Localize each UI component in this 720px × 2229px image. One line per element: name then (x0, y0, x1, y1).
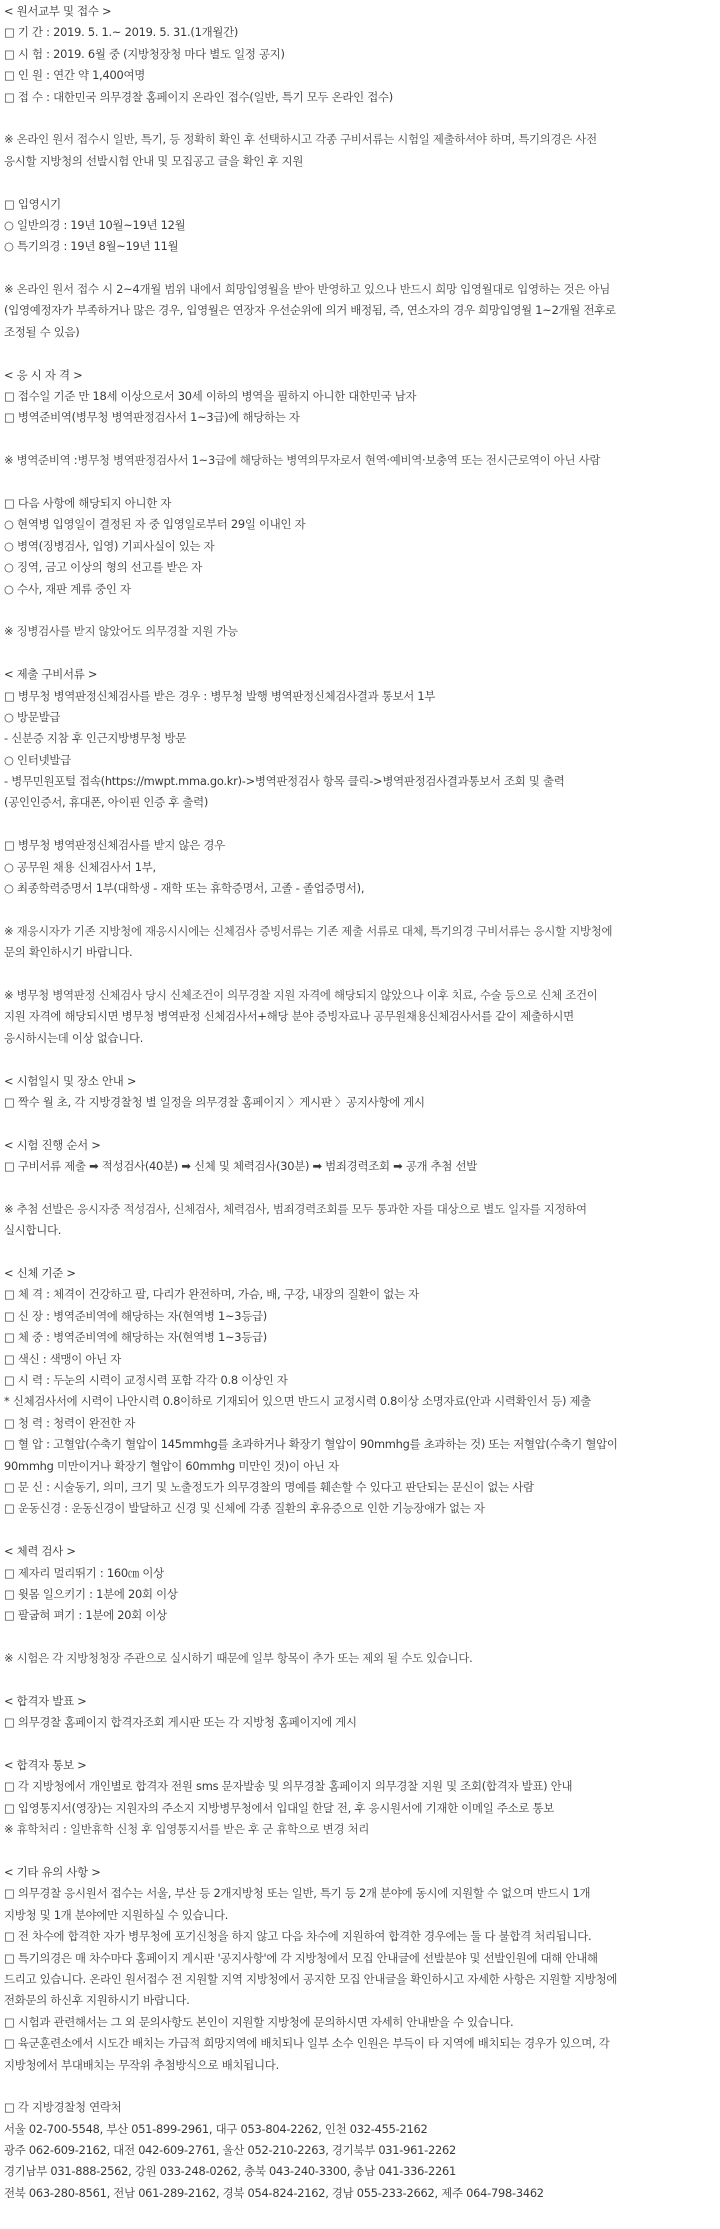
text-line: □ 혈 압 : 고혈압(수축기 혈압이 145mmhg를 초과하거나 확장기 혈압이 90mmhg를 초과하는 것) 또는 저혈압(수축기 혈압이 (4, 1437, 618, 1452)
text-line: □ 병무청 병역판정신체검사를 받지 않은 경우 (4, 838, 225, 853)
text-line: □ 입영통지서(영장)는 지원자의 주소지 지방병무청에서 입대일 한달 전, 후 응시원서에 기재한 이메일 주소로 통보 (4, 1800, 554, 1815)
text-line: 경기남부 031-888-2562, 강원 033-248-0262, 충북 043-240-3300, 충남 041-336-2261 (4, 2164, 457, 2179)
blank-line (4, 643, 716, 664)
text-line: □ 병역준비역(병무청 병역판정검사서 1~3급)에 해당하는 자 (4, 410, 300, 425)
text-line: 응시할 지방청의 선발시험 안내 및 모집공고 글을 확인 후 지원 (4, 153, 304, 168)
text-line: □ 입영시기 (4, 196, 61, 211)
blank-line (4, 1113, 716, 1134)
blank-line (4, 1049, 716, 1070)
text-line: □ 체 격 : 체격이 건강하고 팔, 다리가 완전하며, 가슴, 배, 구강, 내장의 질환이 없는 자 (4, 1287, 419, 1302)
text-line: □ 시 력 : 두눈의 시력이 교정시력 포함 각각 0.8 이상인 자 (4, 1373, 288, 1387)
text-line: (공인인증서, 휴대폰, 아이핀 인증 후 출력) (4, 795, 209, 810)
text-line: ○ 방문발급 (4, 709, 61, 724)
text-line: ※ 병역준비역 :병무청 병역판정검사서 1~3급에 해당하는 병역의무자로서 현역·예비역·보충역 또는 전시근로역이 아닌 사람 (4, 453, 601, 468)
text-line: □ 전 차수에 합격한 자가 병무청에 포기신청을 하지 않고 다음 차수에 지원하여 합격한 경우에는 둘 다 불합격 처리됩니다. (4, 1929, 592, 1944)
text-line: □ 의무경찰 홈페이지 합격자조회 게시판 또는 각 지방청 홈페이지에 게시 (4, 1715, 357, 1730)
text-line: ○ 특기의경 : 19년 8월~19년 11월 (4, 239, 179, 254)
section-heading: < 신체 기준 > (4, 1266, 76, 1281)
text-line: ○ 최종학력증명서 1부(대학생 - 재학 또는 휴학증명서, 고졸 - 졸업증명서), (4, 881, 365, 896)
blank-line (4, 429, 716, 450)
text-line: ※ 온라인 원서 접수 시 2~4개월 범위 내에서 희망입영월을 받아 반영하고 있으나 반드시 희망 입영월대로 입영하는 것은 아님 (4, 282, 611, 297)
text-line: ※ 시험은 각 지방청청장 주관으로 실시하기 때문에 일부 항목이 추가 또는 제외 될 수도 있습니다. (4, 1651, 473, 1666)
text-line: □ 윗몸 일으키기 : 1분에 20회 이상 (4, 1586, 178, 1601)
text-line: □ 접수일 기준 만 18세 이상으로서 30세 이하의 병역을 필하지 아니한 대한민국 남자 (4, 389, 417, 404)
text-line: □ 의무경찰 응시원서 접수는 서울, 부산 등 2개지방청 또는 일반, 특기 등 2개 분야에 동시에 지원할 수 없으며 반드시 1개 (4, 1886, 591, 1901)
text-line: 서울 02-700-5548, 부산 051-899-2961, 대구 053-804-2262, 인천 032-455-2162 (4, 2121, 428, 2136)
text-line: - 신분증 지참 후 인근지방병무청 방문 (4, 731, 187, 746)
text-line: 90mmhg 미만이거나 확장기 혈압이 60mmhg 미만인 것)이 아닌 자 (4, 1458, 339, 1473)
text-line: ※ 휴학처리 : 일반휴학 신청 후 입영통지서를 받은 후 군 휴학으로 변경 처리 (4, 1822, 370, 1837)
text-line: ○ 인터넷발급 (4, 752, 71, 767)
text-line: □ 기 간 : 2019. 5. 1.~ 2019. 5. 31.(1개월간) (4, 25, 239, 40)
text-line: □ 시 험 : 2019. 6월 중 (지방청장청 마다 별도 일정 공지) (4, 46, 285, 61)
text-line: □ 청 력 : 청력이 완전한 자 (4, 1415, 136, 1430)
text-line: □ 각 지방경찰청 연락처 (4, 2100, 122, 2115)
blank-line (4, 964, 716, 985)
text-line: 조정될 수 있음) (4, 324, 80, 339)
text-line: 광주 062-609-2162, 대전 042-609-2761, 울산 052-210-2263, 경기북부 031-961-2262 (4, 2143, 457, 2158)
text-line: * 신체검사서에 시력이 나안시력 0.8이하로 기재되어 있으면 반드시 교정시력 0.8이상 소명자료(안과 시력확인서 등) 제출 (4, 1394, 592, 1409)
section-heading: < 시험 진행 순서 > (4, 1137, 101, 1152)
text-line: 지방청에서 부대배치는 무작위 추첨방식으로 배치됩니다. (4, 2057, 279, 2072)
blank-line (4, 172, 716, 193)
blank-line (4, 343, 716, 364)
text-line: □ 특기의경은 매 차수마다 홈페이지 게시판 '공지사항'에 각 지방청에서 모집 안내글에 선발분야 및 선발인원에 대해 안내해 (4, 1950, 598, 1965)
text-line: □ 신 장 : 병역준비역에 해당하는 자(현역병 1~3등급) (4, 1308, 267, 1323)
blank-line (4, 108, 716, 129)
section-heading: < 합격자 통보 > (4, 1758, 87, 1773)
text-line: ※ 재응시자가 기존 지방청에 재응시시에는 신체검사 증빙서류는 기존 제출 서류로 대체, 특기의경 구비서류는 응시할 지방청에 (4, 923, 613, 938)
text-line: ※ 추첨 선발은 응시자중 적성검사, 신체검사, 체력검사, 범죄경력조회를 모두 통과한 자를 대상으로 별도 일자를 지정하여 (4, 1201, 587, 1216)
text-line: ○ 공무원 채용 신체검사서 1부, (4, 859, 156, 874)
blank-line (4, 1242, 716, 1263)
blank-line (4, 1520, 716, 1541)
text-line: 실시합니다. (4, 1223, 62, 1238)
section-heading: < 합격자 발표 > (4, 1693, 87, 1708)
blank-line (4, 600, 716, 621)
blank-line (4, 1669, 716, 1690)
text-line: □ 짝수 월 초, 각 지방경찰청 별 일정을 의무경찰 홈페이지 〉게시판 〉공지사항에 게시 (4, 1094, 425, 1109)
text-line: 응시하시는데 이상 없습니다. (4, 1030, 144, 1045)
text-line: ○ 현역병 입영일이 결정된 자 중 입영일로부터 29일 이내인 자 (4, 517, 306, 532)
blank-line (4, 1177, 716, 1198)
text-line: □ 구비서류 제출 ➡ 적성검사(40분) ➡ 신체 및 체력검사(30분) ➡ 범죄경력조회 ➡ 공개 추첨 선발 (4, 1159, 477, 1174)
text-line: 드리고 있습니다. 온라인 원서접수 전 지원할 지역 지방청에서 공지한 모집 안내글을 확인하시고 자세한 사항은 지원할 지방청에 (4, 1971, 618, 1986)
text-line: - 병무민원포털 접속(https://mwpt.mma.go.kr)->병역판정검사 항목 클릭->병역판정검사결과통보서 조회 및 출력 (4, 774, 565, 789)
text-line: 전북 063-280-8561, 전남 061-289-2162, 경북 054-824-2162, 경남 055-233-2662, 제주 064-798-3462 (4, 2185, 544, 2200)
text-line: □ 문 신 : 시술동기, 의미, 크기 및 노출정도가 의무경찰의 명예를 훼손할 수 있다고 판단되는 문신이 없는 사람 (4, 1479, 534, 1494)
text-line: □ 다음 사항에 해당되지 아니한 자 (4, 495, 172, 510)
text-line: ※ 병무청 병역판정 신체검사 당시 신체조건이 의무경찰 지원 자격에 해당되지 않았으나 이후 치료, 수술 등으로 신체 조건이 (4, 987, 598, 1002)
text-line: □ 인 원 : 연간 약 1,400여명 (4, 68, 145, 83)
text-line: ○ 일반의경 : 19년 10월~19년 12월 (4, 217, 186, 232)
blank-line (4, 899, 716, 920)
blank-line (4, 814, 716, 835)
text-line: 지원 자격에 해당되시면 병무청 병역판정 신체검사서+해당 분야 증빙자료나 공무원채용신체검사서를 같이 제출하시면 (4, 1009, 574, 1024)
text-line: □ 색신 : 색맹이 아닌 자 (4, 1351, 121, 1366)
blank-line (4, 2076, 716, 2097)
text-line: □ 병무청 병역판정신체검사를 받은 경우 : 병무청 발행 병역판정신체검사결과 통보서 1부 (4, 688, 436, 703)
text-line: (입영예정자가 부족하거나 많은 경우, 입영월은 연장자 우선순위에 의거 배정됨, 즉, 연소자의 경우 희망입영월 1~2개월 전후로 (4, 303, 616, 318)
text-line: □ 체 중 : 병역준비역에 해당하는 자(현역병 1~3등급) (4, 1330, 267, 1345)
text-line: ○ 징역, 금고 이상의 형의 선고를 받은 자 (4, 560, 202, 575)
text-line: ※ 징병검사를 받지 않았어도 의무경찰 지원 가능 (4, 624, 238, 639)
section-heading: < 시험일시 및 장소 안내 > (4, 1073, 137, 1088)
section-heading: < 응 시 자 격 > (4, 367, 83, 382)
section-heading: < 체력 검사 > (4, 1544, 76, 1559)
text-line: 문의 확인하시기 바랍니다. (4, 945, 133, 960)
text-line: □ 접 수 : 대한민국 의무경찰 홈페이지 온라인 접수(일반, 특기 모두 온라인 접수) (4, 89, 393, 104)
text-line: 전화문의 하신후 지원하시기 바랍니다. (4, 1993, 190, 2008)
text-line: □ 제자리 멀리뛰기 : 160㎝ 이상 (4, 1565, 164, 1580)
text-line: □ 육군훈련소에서 시도간 배치는 가급적 희망지역에 배치되나 일부 소수 인원은 부득이 타 지역에 배치되는 경우가 있으며, 각 (4, 2036, 610, 2051)
text-line: ○ 수사, 재판 계류 중인 자 (4, 581, 131, 596)
section-heading: < 제출 구비서류 > (4, 667, 98, 682)
blank-line (4, 258, 716, 279)
text-line: ※ 온라인 원서 접수시 일반, 특기, 등 정확히 확인 후 선택하시고 각종 구비서류는 시험일 제출하셔야 하며, 특기의경은 사전 (4, 132, 597, 147)
text-line: □ 팔굽혀 펴기 : 1분에 20회 이상 (4, 1608, 167, 1623)
section-heading: < 원서교부 및 접수 > (4, 4, 112, 18)
blank-line (4, 1841, 716, 1862)
text-line: □ 각 지방청에서 개인별로 합격자 전원 sms 문자발송 및 의무경찰 홈페이지 의무경찰 지원 및 조회(합격자 발표) 안내 (4, 1779, 573, 1794)
text-line: 지방청 및 1개 분야에만 지원하실 수 있습니다. (4, 1907, 229, 1922)
blank-line (4, 472, 716, 493)
text-line: ○ 병역(징병검사, 입영) 기피사실이 있는 자 (4, 538, 215, 553)
blank-line (4, 1627, 716, 1648)
blank-line (4, 1734, 716, 1755)
text-line: □ 운동신경 : 운동신경이 발달하고 신경 및 신체에 각종 질환의 후유증으로 인한 기능장애가 없는 자 (4, 1501, 485, 1516)
text-line: □ 시험과 관련해서는 그 외 문의사항도 본인이 지원할 지방청에 문의하시면 자세히 안내받을 수 있습니다. (4, 2014, 514, 2029)
section-heading: < 기타 유의 사항 > (4, 1864, 101, 1879)
